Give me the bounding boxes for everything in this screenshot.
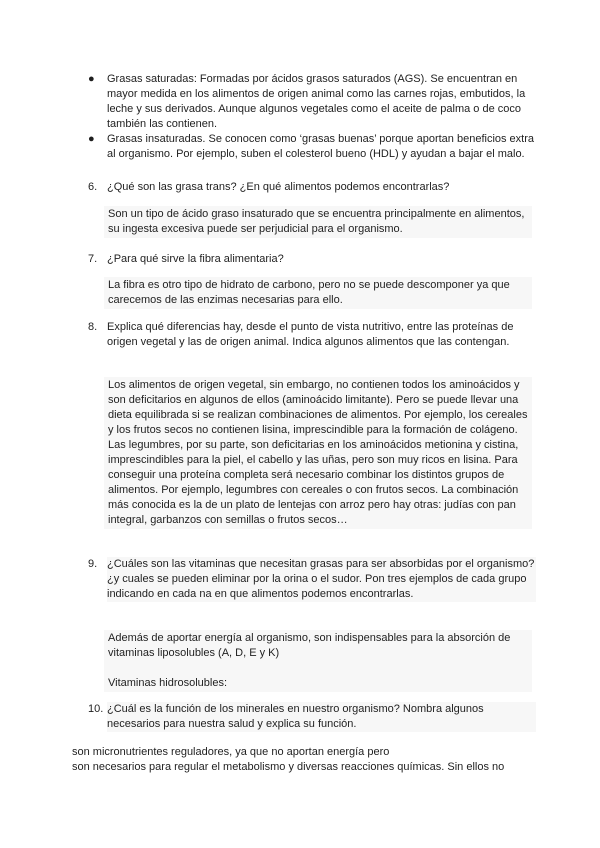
answer-7 bbox=[104, 277, 532, 309]
question-8 bbox=[88, 320, 536, 350]
question-text: Explica qué diferencias hay, desde el punto de vista nutritivo, entre las proteínas de origen vegetal y las de origen animal. Indica algunos alimentos que las contengan. bbox=[107, 321, 514, 348]
unsaturated-fats-text: Grasas insaturadas. Se conocen como ‘grasas buenas’ porque aportan beneficios extra al organismo. Por ejemplo, suben el colesterol bueno (HDL) y ayudan a bajar el malo. bbox=[107, 133, 535, 160]
answer-text-hydrosoluble: Vitaminas hidrosolubles: bbox=[108, 677, 228, 689]
question-number: 9. bbox=[88, 558, 98, 570]
fat-types-list bbox=[88, 72, 536, 162]
question-9 bbox=[88, 557, 536, 602]
question-number: 10. bbox=[88, 703, 104, 715]
answer-9 bbox=[104, 630, 532, 692]
answer-text: Los alimentos de origen vegetal, sin embargo, no contienen todos los aminoácidos y son deficitarios en algunos de ellos (aminoácido limitante). Pero se puede llevar una dieta equilibrada si se realizan combinaciones de alimentos. Por ejemplo, los cereales y los frutos secos no contienen lisina, imprescindible para la formación de colágeno. Las legumbres, por su parte, son deficitarias en los aminoácidos metionina y cistina, imprescindibles para la piel, el cabello y las uñas, pero son muy ricos en lisina. Para conseguir una proteína completa será necesario combinar los distintos grupos de alimentos. Por ejemplo, legumbres con cereales o con frutos secos. La combinación más conocida es la de un plato de lentejas con arroz pero hay otras: judías con pan integral, garbanzos con semillas o frutos secos… bbox=[108, 379, 528, 526]
question-text: ¿Para qué sirve la fibra alimentaria? bbox=[107, 253, 284, 265]
question-10 bbox=[88, 702, 536, 732]
question-6 bbox=[88, 180, 536, 195]
question-number: 6. bbox=[88, 181, 98, 193]
question-7 bbox=[88, 252, 536, 267]
question-text: ¿Cuáles son las vitaminas que necesitan grasas para ser absorbidas por el organismo? ¿y cuales se pueden eliminar por la orina o el sudor. Pon tres ejemplos de cada grupo indicando en cada na en que alimentos podemos encontrarlas. bbox=[107, 558, 535, 600]
question-text: ¿Qué son las grasa trans? ¿En qué alimentos podemos encontrarlas? bbox=[107, 181, 450, 193]
bullet-icon: ● bbox=[88, 133, 95, 145]
list-item bbox=[88, 72, 536, 132]
answer-text: Son un tipo de ácido graso insaturado que se encuentra principalmente en alimentos, su ingesta excesiva puede ser perjudicial para el organismo. bbox=[108, 208, 525, 235]
answer-8 bbox=[104, 377, 532, 529]
question-number: 8. bbox=[88, 321, 98, 333]
minerals-answer bbox=[72, 745, 542, 775]
list-item bbox=[88, 132, 536, 162]
answer-6 bbox=[104, 206, 532, 238]
answer-line: son micronutrientes reguladores, ya que no aportan energía pero bbox=[72, 746, 390, 758]
bullet-icon: ● bbox=[88, 73, 95, 85]
answer-text: La fibra es otro tipo de hidrato de carbono, pero no se puede descomponer ya que carecemos de las enzimas necesarias para ello. bbox=[108, 279, 510, 306]
answer-line: son necesarios para regular el metabolismo y diversas reacciones químicas. Sin ellos no bbox=[72, 761, 505, 773]
question-text: ¿Cuál es la función de los minerales en nuestro organismo? Nombra algunos necesarios para nuestra salud y explica su función. bbox=[107, 702, 536, 732]
question-number: 7. bbox=[88, 253, 98, 265]
answer-text: Además de aportar energía al organismo, son indispensables para la absorción de vitaminas liposolubles (A, D, E y K) bbox=[108, 632, 511, 659]
saturated-fats-text: Grasas saturadas: Formadas por ácidos grasos saturados (AGS). Se encuentran en mayor medida en los alimentos de origen animal como las carnes rojas, embutidos, la leche y sus derivados. Aunque algunos vegetales como el aceite de palma o de coco también las contienen. bbox=[107, 73, 526, 130]
